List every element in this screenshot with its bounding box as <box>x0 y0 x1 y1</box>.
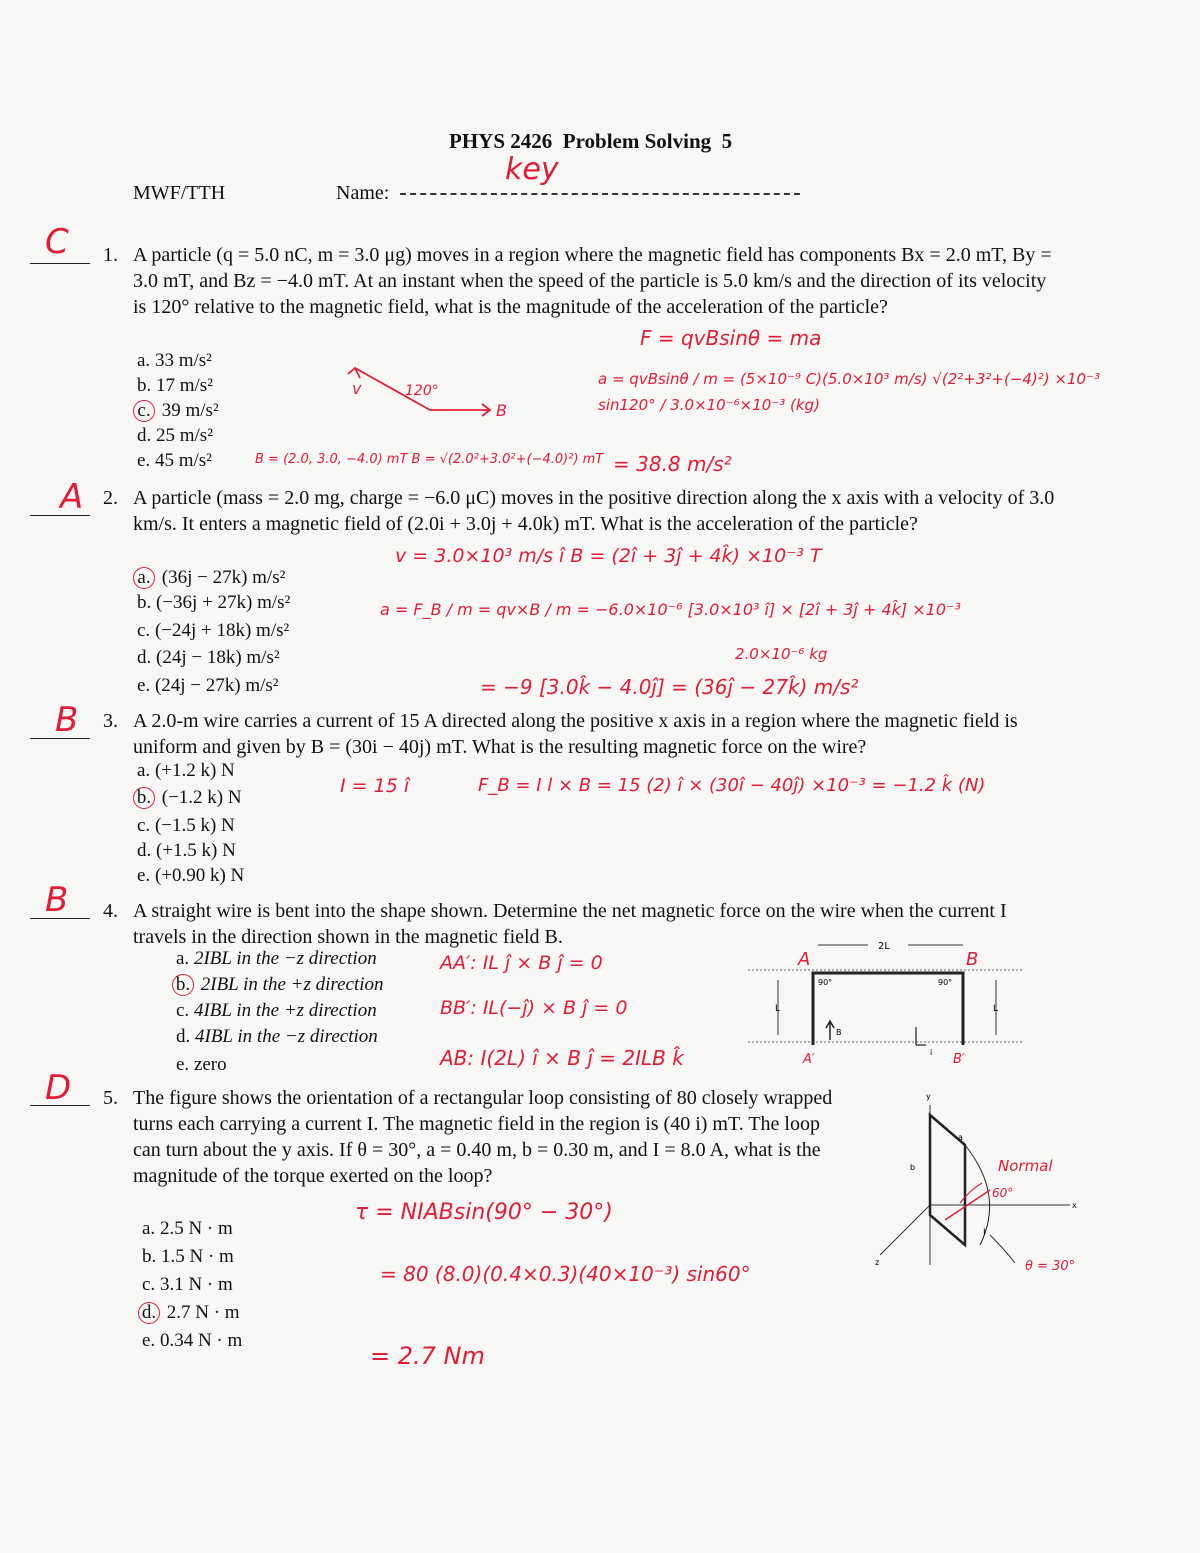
normal-label: Normal <box>998 1157 1053 1175</box>
q1-choice-a-letter: a. <box>137 350 151 371</box>
dimension-2L: 2L <box>878 941 890 952</box>
q1-angle-label: 120° <box>405 383 439 399</box>
q4-number: 4. <box>103 900 118 922</box>
q5-choice-e-letter: e. <box>142 1330 156 1351</box>
q1-choice-b: 17 m/s² <box>156 375 213 396</box>
side-L-left: L <box>775 1004 781 1014</box>
q2-choice-b-letter: b. <box>137 592 152 613</box>
current-label: i <box>930 1048 933 1057</box>
q1-b-label: B <box>496 401 507 420</box>
side-a-label: a <box>958 1133 963 1142</box>
q5-text: The figure shows the orientation of a rectangular loop consisting of 80 closely wrapped turns each carrying a current I. The magnetic field in the region is (40 i) mT. The loop can turn about the y axis. If θ = 30°, a = 0.40 m, b = 0.30 m, and I = 8.0 A, what is the magnitude of the torque exerted on the loop? <box>133 1087 833 1187</box>
q5-choice-a: 2.5 N · m <box>159 1218 233 1239</box>
angle-60-label: 60° <box>992 1186 1014 1200</box>
x-axis-label: x <box>1072 1201 1077 1210</box>
answer-blank <box>30 1105 90 1106</box>
q5-work-1: τ = NIABsin(90° − 30°) <box>355 1200 613 1225</box>
q3-work-1: I = 15 î <box>340 775 410 797</box>
q2-choice-d-letter: d. <box>137 647 152 668</box>
answer-blank <box>30 738 90 739</box>
q1-choice-d: 25 m/s² <box>156 425 213 446</box>
normal-angle-arc <box>960 1183 982 1203</box>
q4-choice-c-letter: c. <box>176 1000 190 1021</box>
q2-choice-c-letter: c. <box>137 620 151 641</box>
q4-choice-c: 4IBL in the +z direction <box>193 1000 377 1021</box>
q1-choice-a: 33 m/s² <box>154 350 212 371</box>
q1-choice-d-letter: d. <box>137 425 152 446</box>
side-b-label: b <box>910 1163 916 1172</box>
q3-choice-a-letter: a. <box>137 760 151 781</box>
q1-answer: C <box>45 222 69 262</box>
answer-blank <box>30 918 90 919</box>
z-axis <box>880 1205 930 1255</box>
q5-choice-c: 3.1 N · m <box>159 1274 233 1295</box>
q2-choice-c: (−24j + 18k) m/s² <box>154 620 290 641</box>
q3-choice-c: (−1.5 k) N <box>154 815 235 836</box>
q2-work-3: 2.0×10⁻⁶ kg <box>735 645 828 663</box>
current-label: I <box>983 1228 986 1238</box>
q5-choice-a-letter: a. <box>142 1218 156 1239</box>
q4-choice-a: 2IBL in the −z direction <box>193 948 377 969</box>
section-label: MWF/TTH <box>133 182 226 204</box>
label-B-prime: B′ <box>953 1052 965 1067</box>
angle-left: 90° <box>818 978 833 987</box>
field-label: B <box>836 1028 842 1037</box>
q2-work-2: a = F_B / m = qv×B / m = −6.0×10⁻⁶ [3.0×10³ î] × [2î + 3ĵ + 4k̂] ×10⁻³ <box>380 600 961 619</box>
q4-work-1: AA′: IL ĵ × B ĵ = 0 <box>440 952 603 974</box>
q4-answer: B <box>45 880 69 920</box>
q3-choice-b: (−1.2 k) N <box>161 787 242 808</box>
q5-choice-e: 0.34 N · m <box>159 1330 243 1351</box>
name-line <box>400 193 800 195</box>
y-axis-label: y <box>926 1092 931 1101</box>
side-L-right: L <box>993 1004 999 1014</box>
loop-swing-arc <box>965 1145 990 1245</box>
q2-work-4: = −9 [3.0k̂ − 4.0ĵ] = (36ĵ − 27k̂) m/s² <box>480 675 859 699</box>
q5-choice-b: 1.5 N · m <box>161 1246 234 1267</box>
answer-blank <box>30 263 90 264</box>
q2-choice-b: (−36j + 27k) m/s² <box>156 592 291 613</box>
q4-work-3: AB: I(2L) î × B ĵ = 2ILB k̂ <box>440 1046 684 1070</box>
q2-choice-a-letter: a. <box>133 567 155 589</box>
q4-choice-e: zero <box>193 1054 227 1075</box>
q5-number: 5. <box>103 1087 118 1109</box>
answer-blank <box>30 515 90 516</box>
q4-choice-e-letter: e. <box>176 1054 190 1075</box>
q3-choice-a: (+1.2 k) N <box>154 760 235 781</box>
q2-choice-a: (36j − 27k) m/s² <box>161 567 286 588</box>
q2-choice-e-letter: e. <box>137 675 151 696</box>
q5-answer: D <box>45 1068 72 1108</box>
q1-choice-c-letter: c. <box>133 400 155 422</box>
q4-choice-d-letter: d. <box>176 1026 191 1047</box>
q4-choice-d: 4IBL in the −z direction <box>195 1026 378 1047</box>
z-axis-label: z <box>875 1258 880 1267</box>
q4-wire-figure <box>748 935 1038 1070</box>
label-A-prime: A′ <box>803 1052 815 1067</box>
q4-work-2: BB′: IL(−ĵ) × B ĵ = 0 <box>440 997 628 1019</box>
q2-choice-d: (24j − 18k) m/s² <box>156 647 280 668</box>
label-A: A <box>798 949 811 970</box>
q1-work-4: = 38.8 m/s² <box>613 452 732 476</box>
q5-choice-d: 2.7 N · m <box>166 1302 240 1323</box>
q1-choice-c: 39 m/s² <box>161 400 219 421</box>
page-title: PHYS 2426 Problem Solving 5 <box>449 129 733 153</box>
q3-choice-c-letter: c. <box>137 815 151 836</box>
q1-choice-e-letter: e. <box>137 450 151 471</box>
q5-choice-b-letter: b. <box>142 1246 157 1267</box>
q1-choice-e: 45 m/s² <box>154 450 212 471</box>
q3-choice-d-letter: d. <box>137 840 152 861</box>
q3-answer: B <box>55 700 79 740</box>
q1-text: A particle (q = 5.0 nC, m = 3.0 μg) moves in a region where the magnetic field has components Bx = 2.0 mT, By = 3.0 mT, and Bz = −4.0 mT. At an instant when the speed of the particle is 5.0 km/s and the direction of its velocity is 120° relative to the magnetic field, what is the magnitude of the acceleration of the particle? <box>133 244 1052 318</box>
q4-choice-a-letter: a. <box>176 948 190 969</box>
q5-choice-c-letter: c. <box>142 1274 156 1295</box>
q5-choice-d-letter: d. <box>138 1302 160 1324</box>
q2-answer: A <box>60 477 84 517</box>
q1-choice-b-letter: b. <box>137 375 152 396</box>
angle-right: 90° <box>938 978 953 987</box>
q1-work-2: a = qvBsinθ / m = (5×10⁻⁹ C)(5.0×10³ m/s) √(2²+3²+(−4)²) ×10⁻³ sin120° / 3.0×10⁻⁶×10⁻³ (kg) <box>598 370 1100 414</box>
theta-label: θ = 30° <box>1025 1259 1076 1274</box>
q2-choice-e: (24j − 27k) m/s² <box>154 675 279 696</box>
q3-choice-d: (+1.5 k) N <box>156 840 236 861</box>
q5-loop-figure <box>870 1085 1110 1285</box>
q4-text: A straight wire is bent into the shape shown. Determine the net magnetic force on the wire when the current I travels in the direction shown in the magnetic field B. <box>133 900 1007 948</box>
q1-v-label: v <box>352 379 362 398</box>
q1-vector-sketch <box>330 360 520 430</box>
q5-work-2: = 80 (8.0)(0.4×0.3)(40×10⁻³) sin60° <box>380 1262 751 1286</box>
q1-number: 1. <box>103 244 118 266</box>
q2-number: 2. <box>103 487 118 509</box>
label-B: B <box>966 949 979 970</box>
q3-choice-e: (+0.90 k) N <box>154 865 245 886</box>
q1-work-3: B = (2.0, 3.0, −4.0) mT B = √(2.0²+3.0²+(−4.0)²) mT <box>255 452 604 467</box>
q4-choice-b-letter: b. <box>172 974 194 996</box>
q3-work-2: F_B = I l × B = 15 (2) î × (30î − 40ĵ) ×10⁻³ = −1.2 k̂ (N) <box>478 775 986 796</box>
name-label: Name: <box>336 182 390 204</box>
theta-arc <box>990 1235 1015 1263</box>
q3-number: 3. <box>103 710 118 732</box>
q3-text: A 2.0-m wire carries a current of 15 A directed along the positive x axis in a region where the magnetic field is uniform and given by B = (30i − 40j) mT. What is the resulting magnetic force on the wire? <box>133 710 1018 758</box>
q1-work-1: F = qvBsinθ = ma <box>640 326 822 350</box>
q3-choice-b-letter: b. <box>133 787 155 809</box>
q5-work-3: = 2.7 Nm <box>370 1342 485 1370</box>
q2-work-1: v = 3.0×10³ m/s î B = (2î + 3ĵ + 4k̂) ×10⁻³ T <box>395 545 822 567</box>
q3-choice-e-letter: e. <box>137 865 151 886</box>
name-value: key <box>505 152 559 187</box>
q2-text: A particle (mass = 2.0 mg, charge = −6.0 μC) moves in the positive direction along the x axis with a velocity of 3.0 km/s. It enters a magnetic field of (2.0i + 3.0j + 4.0k) mT. What is the acceleration of the particle? <box>133 487 1055 535</box>
q4-choice-b: 2IBL in the +z direction <box>200 974 384 995</box>
